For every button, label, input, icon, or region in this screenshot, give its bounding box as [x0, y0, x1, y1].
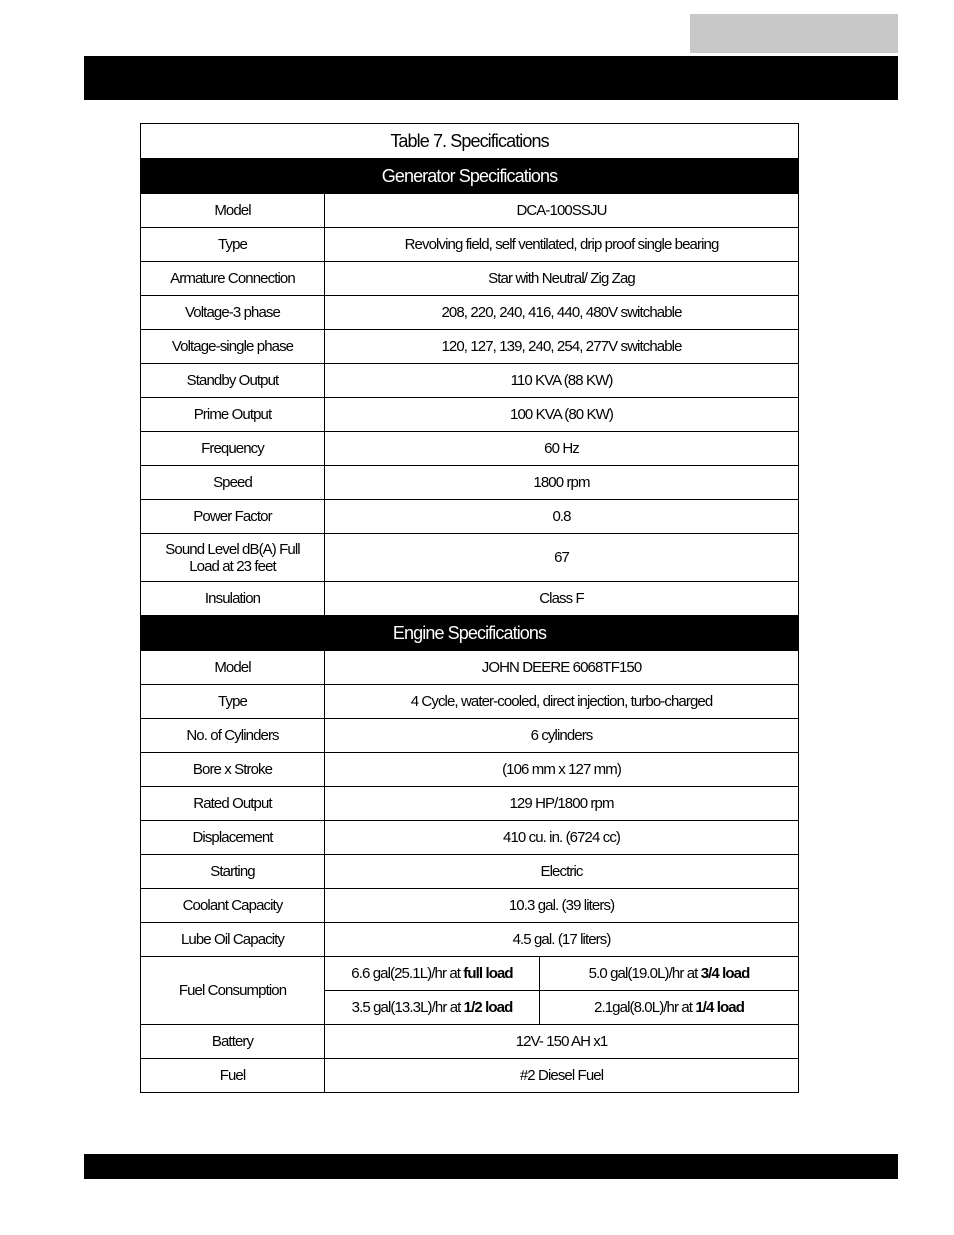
table-row — [141, 364, 799, 398]
row-value: 110 KVA (88 KW) — [325, 364, 799, 398]
table-row — [141, 1025, 799, 1059]
row-label: Model — [141, 651, 325, 685]
fuel-load: 3/4 load — [700, 965, 750, 982]
row-value: Star with Neutral/ Zig Zag — [325, 262, 799, 296]
row-label: Speed — [141, 466, 325, 500]
table-row — [141, 296, 799, 330]
row-value: 6 cylinders — [325, 719, 799, 753]
table-row — [141, 685, 799, 719]
row-label-line: Sound Level dB(A) Full — [165, 540, 300, 558]
row-value: 67 — [325, 534, 799, 582]
fuel-consumption-cell — [540, 991, 799, 1025]
row-value: 12V- 150 AH x1 — [325, 1025, 799, 1059]
row-value: 4 Cycle, water-cooled, direct injection, turbo-charged — [325, 685, 799, 719]
row-value: 0.8 — [325, 500, 799, 534]
row-label: Armature Connection — [141, 262, 325, 296]
table-row — [141, 398, 799, 432]
row-value: 120, 127, 139, 240, 254, 277V switchable — [325, 330, 799, 364]
fuel-amount: 3.5 gal(13.3L)/hr at — [351, 999, 464, 1016]
table-row — [141, 500, 799, 534]
row-value: 1800 rpm — [325, 466, 799, 500]
table-row — [141, 432, 799, 466]
specifications-table — [140, 123, 799, 1093]
row-value: JOHN DEERE 6068TF150 — [325, 651, 799, 685]
row-label: Insulation — [141, 582, 325, 616]
row-value: DCA-100SSJU — [325, 194, 799, 228]
generator-section-heading: Generator Specifications — [141, 159, 799, 194]
row-label: Coolant Capacity — [141, 889, 325, 923]
fuel-consumption-cell — [540, 957, 799, 991]
fuel-consumption-cell — [325, 957, 540, 991]
row-label: Power Factor — [141, 500, 325, 534]
engine-section-heading: Engine Specifications — [141, 616, 799, 651]
row-label-line: Load at 23 feet — [189, 557, 276, 575]
table-row — [141, 534, 799, 582]
table-row — [141, 923, 799, 957]
table-row — [141, 330, 799, 364]
table-row — [141, 821, 799, 855]
row-value: 60 Hz — [325, 432, 799, 466]
row-label: Frequency — [141, 432, 325, 466]
table-row — [141, 228, 799, 262]
page-tab-box — [690, 14, 898, 53]
fuel-load: full load — [463, 965, 513, 982]
header-bar — [84, 56, 898, 100]
row-label: Fuel — [141, 1059, 325, 1093]
section-header-row — [141, 159, 799, 194]
row-value: #2 Diesel Fuel — [325, 1059, 799, 1093]
row-label: Bore x Stroke — [141, 753, 325, 787]
row-label: Voltage-3 phase — [141, 296, 325, 330]
table-row — [141, 787, 799, 821]
table-row — [141, 651, 799, 685]
row-value: 410 cu. in. (6724 cc) — [325, 821, 799, 855]
row-label: Voltage-single phase — [141, 330, 325, 364]
fuel-consumption-label: Fuel Consumption — [141, 957, 325, 1025]
table-row — [141, 889, 799, 923]
row-label: Battery — [141, 1025, 325, 1059]
table-row — [141, 466, 799, 500]
table-title: Table 7. Specifications — [141, 124, 799, 159]
fuel-load: 1/2 load — [463, 999, 513, 1016]
fuel-load: 1/4 load — [695, 999, 744, 1016]
row-label: Lube Oil Capacity — [141, 923, 325, 957]
row-label: Displacement — [141, 821, 325, 855]
row-value: 4.5 gal. (17 liters) — [325, 923, 799, 957]
table-row — [141, 753, 799, 787]
section-header-row — [141, 616, 799, 651]
fuel-amount: 2.1gal(8.0L)/hr at — [594, 999, 696, 1016]
row-value: Class F — [325, 582, 799, 616]
row-value: 208, 220, 240, 416, 440, 480V switchable — [325, 296, 799, 330]
table-row — [141, 855, 799, 889]
row-value: 100 KVA (80 KW) — [325, 398, 799, 432]
row-value: Electric — [325, 855, 799, 889]
row-label: No. of Cylinders — [141, 719, 325, 753]
table-row — [141, 262, 799, 296]
row-label: Rated Output — [141, 787, 325, 821]
row-label: Starting — [141, 855, 325, 889]
footer-bar — [84, 1154, 898, 1179]
row-label: Type — [141, 228, 325, 262]
table-row — [141, 194, 799, 228]
row-label: Model — [141, 194, 325, 228]
row-value: 129 HP/1800 rpm — [325, 787, 799, 821]
row-value: Revolving field, self ventilated, drip proof single bearing — [325, 228, 799, 262]
table-row — [141, 719, 799, 753]
row-label: Type — [141, 685, 325, 719]
row-value: 10.3 gal. (39 liters) — [325, 889, 799, 923]
row-label — [141, 534, 325, 582]
table-row — [141, 1059, 799, 1093]
table-row — [141, 582, 799, 616]
fuel-amount: 5.0 gal(19.0L)/hr at — [588, 965, 701, 982]
fuel-consumption-row — [141, 957, 799, 991]
row-label: Prime Output — [141, 398, 325, 432]
fuel-amount: 6.6 gal(25.1L)/hr at — [351, 965, 464, 982]
table-title-row — [141, 124, 799, 159]
fuel-consumption-cell — [325, 991, 540, 1025]
row-value: (106 mm x 127 mm) — [325, 753, 799, 787]
row-label: Standby Output — [141, 364, 325, 398]
